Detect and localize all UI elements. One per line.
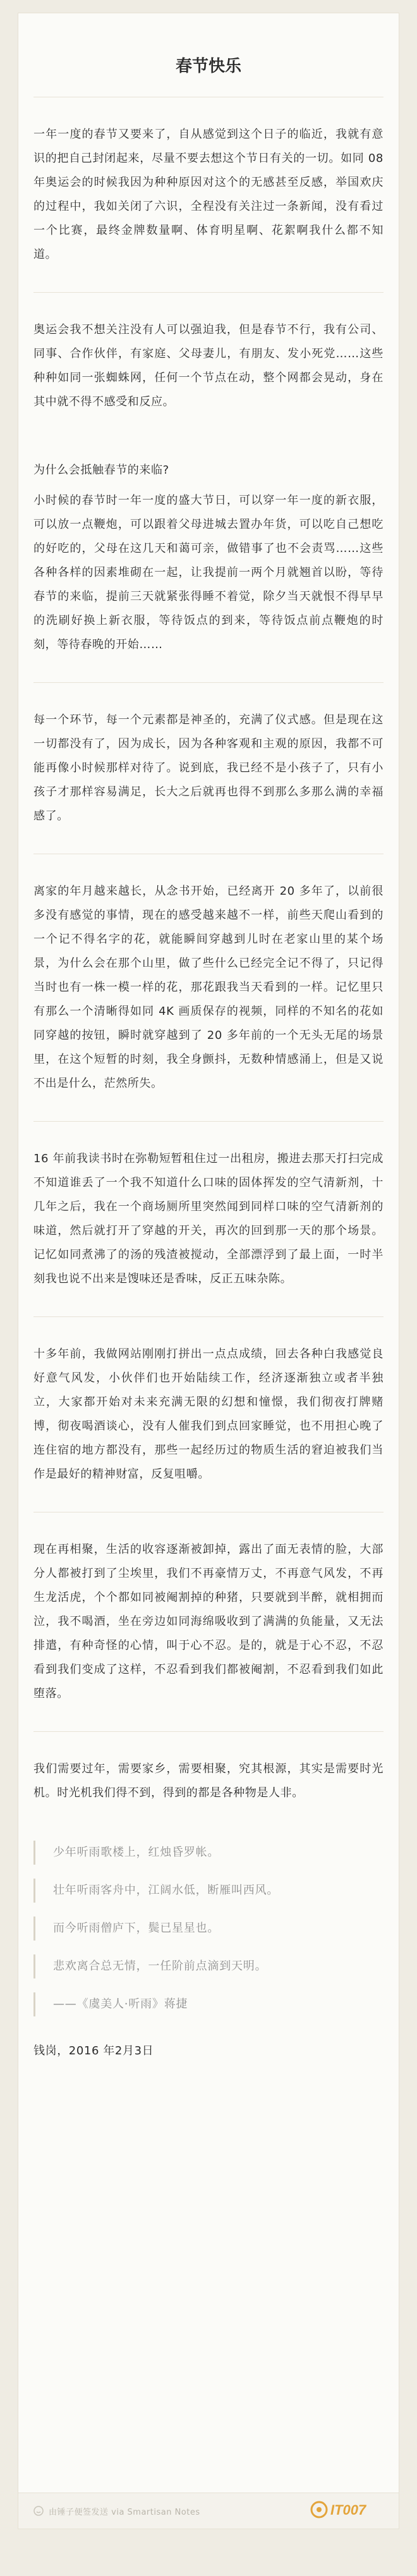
paragraph-5: 离家的年月越来越长，从念书开始，已经离开 20 多年了，以前很多没有感觉的事情，现在的感受越来越不一样，前些天爬山看到的一个记不得名字的花，就能瞬间穿越到儿时在老家山里的某个场景，为什么会在那个山里，做了些什么已经完全记不得了，只记得当时也有一株一模一样的花，那花跟我当天看到的一样。记忆里只有那么一个清晰得如同 4K 画质保存的视频，同样的不知名的花如同穿越的按钮，瞬时就穿越到了 20 多年前的一个无头无尾的场景里，在这个短暂的时刻，我全身颤抖，无数种情感涌上，但是又说不出是什么，茫然所失。 xyxy=(33,885,384,1090)
question-heading: 为什么会抵触春节的来临? xyxy=(33,463,169,477)
it007-watermark-logo xyxy=(309,2498,385,2521)
paragraph-9: 我们需要过年，需要家乡，需要相聚，究其根源，其实是需要时光机。时光机我们得不到，得到的都是各种物是人非。 xyxy=(33,1762,384,1800)
poem-line: 而今听雨僧庐下，鬓已星星也。 xyxy=(33,1917,384,1941)
paragraph-7: 十多年前，我做网站刚刚打拼出一点点成绩，回去各种白我感觉良好意气风发，小伙伴们也开始陆续工作，经济逐渐独立或者半独立，大家都开始对未来充满无限的幻想和憧憬，我们彻夜打牌赌博，彻夜喝酒谈心，没有人催我们到点回家睡觉，也不用担心晚了连住宿的地方都没有，那些一起经历过的物质生活的窘迫被我们当作是最好的精神财富，反复咀嚼。 xyxy=(33,1347,384,1481)
paragraph-2: 奥运会我不想关注没有人可以强迫我，但是春节不行，我有公司、同事、合作伙伴，有家庭、父母妻儿，有朋友、发小死党……这些种种如同一张蜘蛛网，任何一个节点在动，整个网都会晃动，身在其中就不得不感受和反应。 xyxy=(33,323,384,408)
svg-text:IT007: IT007 xyxy=(330,2502,366,2518)
poem-quote xyxy=(33,1831,384,2035)
note-title: 春节快乐 xyxy=(175,57,241,76)
paragraph-1: 一年一度的春节又要来了，自从感觉到这个日子的临近，我就有意识的把自己封闭起来，尽量不要去想这个节日有关的一切。如同 08 年奥运会的时候我因为种种原因对这个的无感甚至反感，举国欢庆的过程中，我如关闭了六识，全程没有关注过一条新闻，没有看过一个比赛，最终金牌数量啊、体育明星啊、花絮啊我什么都不知道。 xyxy=(33,128,388,261)
smartisan-logo-icon xyxy=(33,2506,44,2516)
poem-line: 悲欢离合总无情，一任阶前点滴到天明。 xyxy=(33,1954,384,1978)
signature: 钱岗，2016 年2月3日 xyxy=(33,2044,154,2058)
paragraph-4: 每一个环节，每一个元素都是神圣的，充满了仪式感。但是现在这一切都没有了，因为成长，因为各种客观和主观的原因，我都不可能再像小时候那样对待了。说到底，我已经不是小孩子了，只有小孩子才那样容易满足，长大之后就再也得不到那么多那么满的幸福感了。 xyxy=(33,713,384,823)
note-footer xyxy=(18,2493,399,2529)
paragraph-8: 现在再相聚，生活的收容逐渐被卸掉，露出了面无表情的脸，大部分人都被打到了尘埃里，我们不再豪情万丈，不再意气风发，不再生龙活虎，个个都如同被阉割掉的种猪，只要就到半醉，就相拥而泣，我不喝酒，坐在旁边如同海绵吸收到了满满的负能量，又无法排遣，有种奇怪的心情，叫于心不忍。是的，就是于心不忍，不忍看到我们变成了这样，不忍看到我们都被阉割，不忍看到我们如此堕落。 xyxy=(33,1543,384,1700)
note-card xyxy=(18,13,399,2529)
poem-line: 少年听雨歌楼上，红烛昏罗帐。 xyxy=(33,1841,384,1865)
footer-text: 由锤子便签发送 via Smartisan Notes xyxy=(49,2507,200,2517)
paragraph-6: 16 年前我读书时在弥勒短暂租住过一出租房，搬进去那天打扫完成不知道谁丢了一个我不知道什么口味的固体挥发的空气清新剂，十几年之后，我在一个商场厕所里突然闻到同样口味的空气清新剂的味道，然后就打开了穿越的开关，再次的回到那一天的那个场景。记忆如同煮沸了的汤的残渣被搅动，全部漂浮到了最上面，一时半刻我也说不出来是馊味还是香味，反正五味杂陈。 xyxy=(33,1152,384,1285)
poem-line: 壮年听雨客舟中，江阔水低，断雁叫西风。 xyxy=(33,1879,384,1903)
poem-attribution: ——《虞美人·听雨》蒋捷 xyxy=(33,1992,384,2016)
paragraph-3: 小时候的春节时一年一度的盛大节日，可以穿一年一度的新衣服，可以放一点鞭炮，可以跟着父母进城去置办年货，可以吃自己想吃的好吃的，父母在这几天和蔼可亲，做错事了也不会责骂……这些各种各样的因素堆砌在一起，让我提前一两个月就翘首以盼，等待春节的来临，提前三天就紧张得睡不着觉，除夕当天就恨不得早早的洗刷好换上新衣服，等待饭点的到来，等待饭点前点鞭炮的时刻，等待春晚的开始…… xyxy=(33,494,384,651)
